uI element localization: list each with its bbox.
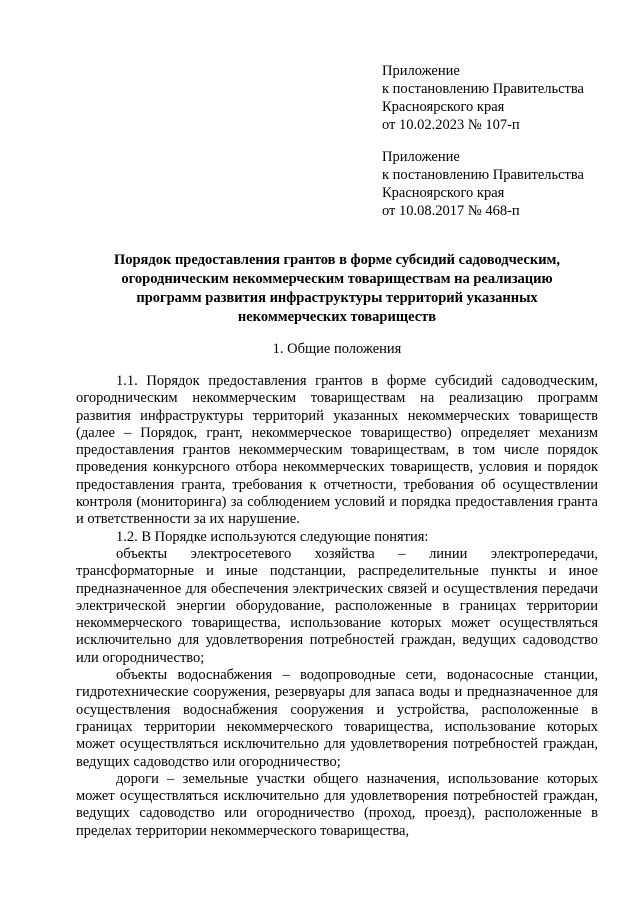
paragraph-1-2: 1.2. В Порядке используются следующие понятия: (116, 528, 429, 545)
annex-decree-ref: к постановлению Правительства (382, 167, 584, 183)
annex-header-original (382, 148, 622, 220)
document-title (76, 251, 598, 327)
title-line: огородническим некоммерческим товариществам на реализацию (121, 271, 553, 287)
paragraph-1-1: 1.1. Порядок предоставления грантов в форме субсидий садоводческим, огородническим некоммерческим товариществам на реализацию программ развития инфраструктуры территорий указанных некоммерческих товариществ (далее – Порядок, грант, некоммерческое товарищество) определяет механизм предоставления грантов некоммерческим товариществам, в том числе порядок проведения конкурсного отбора некоммерческих товариществ, условия и порядок предоставления гранта, требования к отчетности, требования об осуществлении контроля (мониторинга) за соблюдением условий и порядка предоставления гранта и ответственности за их нарушение. (76, 373, 598, 528)
annex-region: Красноярского края (382, 99, 505, 115)
definition-electric-grid: объекты электросетевого хозяйства – линии электропередачи, трансформаторные и иные подстанции, распределительные пункты и иное предназначенное для обеспечения электрических связей и осуществления передачи электрической энергии оборудование, расположенные в границах территории некоммерческого товарищества, использование которых может осуществляться исключительно для удовлетворения потребностей граждан, ведущих садоводство или огородничество; (76, 545, 598, 666)
title-line: программ развития инфраструктуры территорий указанных (136, 290, 538, 306)
annex-region: Красноярского края (382, 185, 505, 201)
annex-decree-ref: к постановлению Правительства (382, 81, 584, 97)
section-heading: 1. Общие положения (272, 341, 402, 357)
title-line: некоммерческих товариществ (237, 309, 437, 325)
annex-header-current (382, 62, 622, 134)
annex-date-number: от 10.02.2023 № 107-п (382, 117, 520, 133)
annex-date-number: от 10.08.2017 № 468-п (382, 203, 520, 219)
document-body (76, 373, 598, 840)
definition-water-supply: объекты водоснабжения – водопроводные сети, водонасосные станции, гидротехнические сооружения, резервуары для запаса воды и предназначенное для осуществления водоснабжения сооружения и устройства, расположенные в границах территории некоммерческого товарищества, использование которых может осуществляться исключительно для удовлетворения потребностей граждан, ведущих садоводство или огородничество; (76, 667, 598, 770)
annex-label: Приложение (382, 149, 460, 165)
title-line: Порядок предоставления грантов в форме субсидий садоводческим, (113, 252, 561, 268)
definition-roads: дороги – земельные участки общего назначения, использование которых может осуществляться исключительно для удовлетворения потребностей граждан, ведущих садоводство или огородничество (проход, проезд), расположенные в пределах территории некоммерческого товарищества, (76, 770, 598, 839)
annex-label: Приложение (382, 63, 460, 79)
